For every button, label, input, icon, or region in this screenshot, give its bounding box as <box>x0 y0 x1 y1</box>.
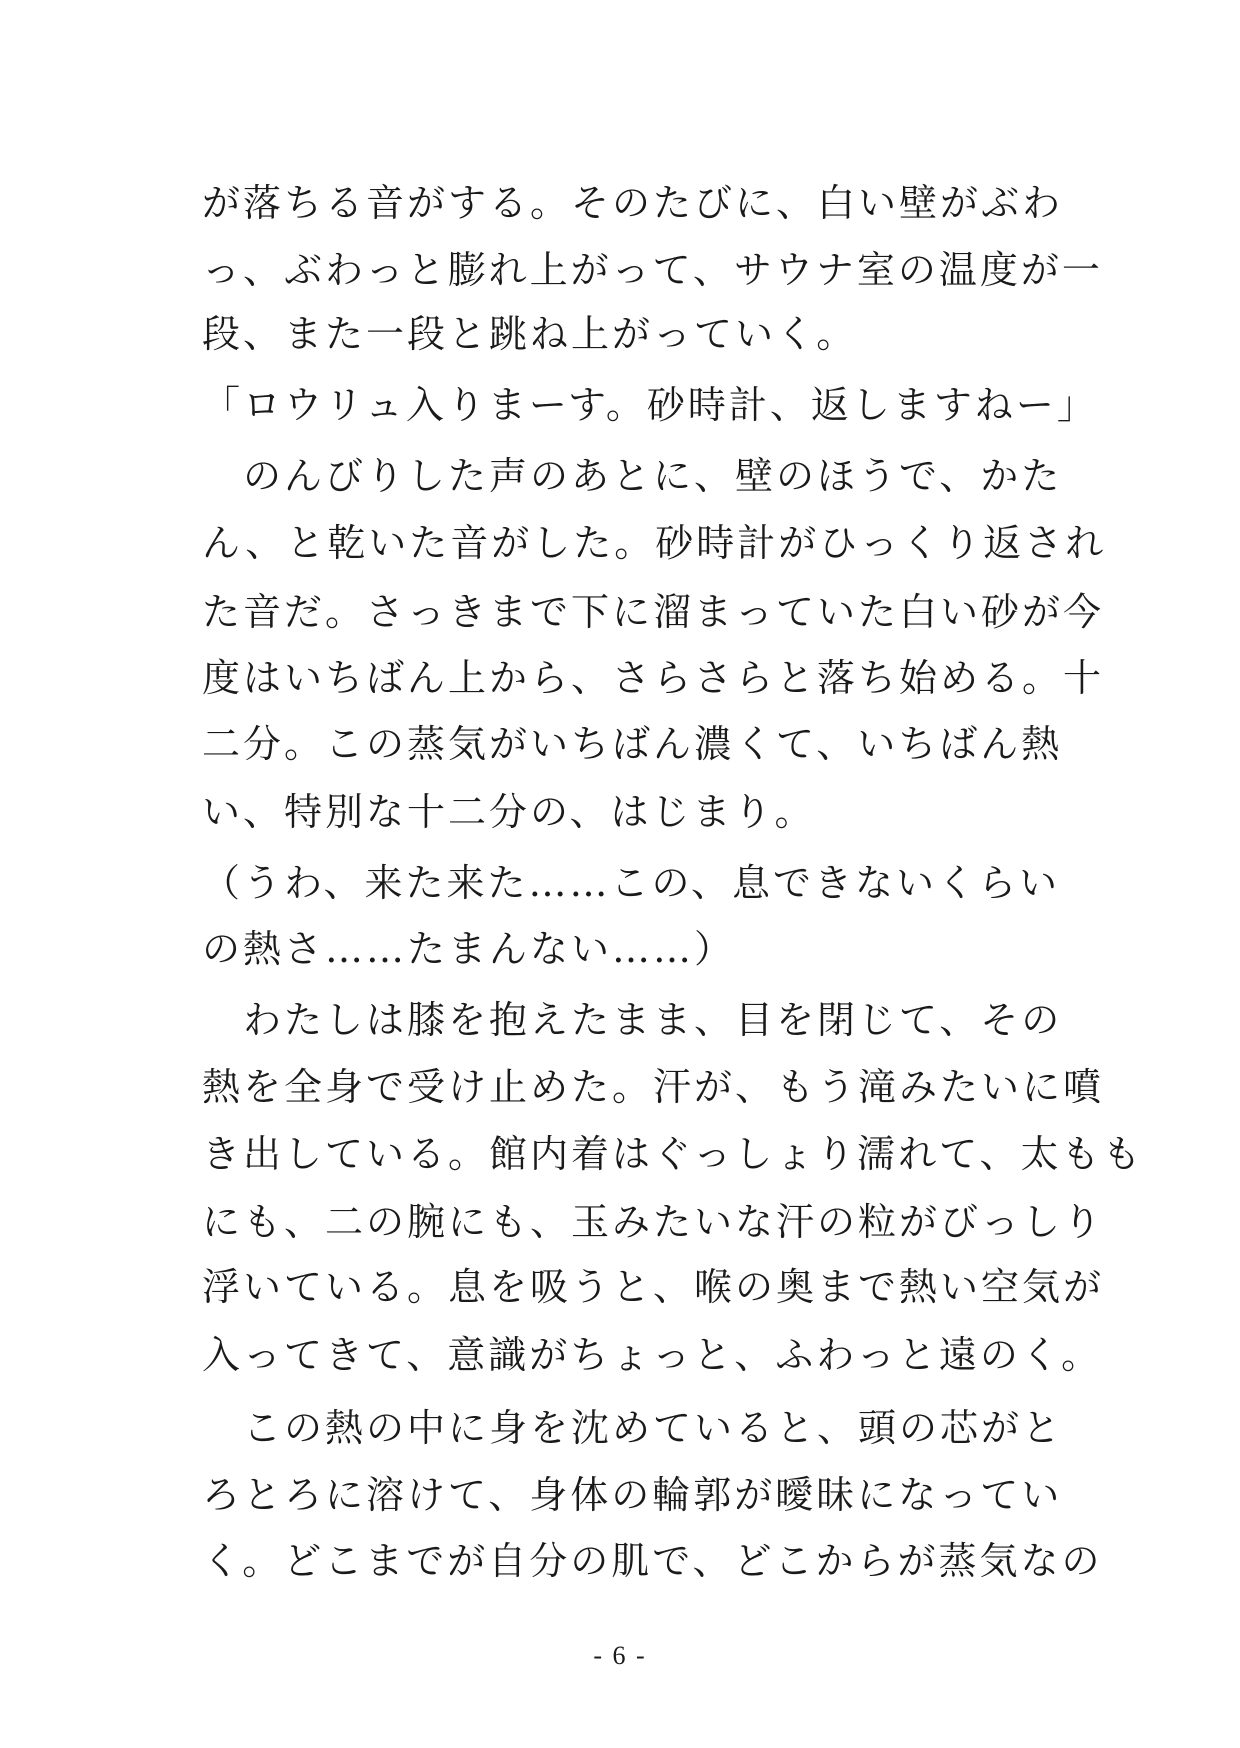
text-line: （うわ、来た来た……この、息できないくらい <box>202 861 1060 905</box>
text-line: っ、ぶわっと膨れ上がって、サウナ室の温度が一 <box>202 248 1103 292</box>
text-line: にも、二の腕にも、玉みたいな汗の粒がびっしり <box>202 1200 1105 1244</box>
text-line: ろとろに溶けて、身体の輪郭が曖昧になってい <box>202 1473 1063 1517</box>
text-line: 入ってきて、意識がちょっと、ふわっと遠のく。 <box>202 1333 1103 1377</box>
text-line: 浮いている。息を吸うと、喉の奥まで熱い空気が <box>202 1265 1105 1309</box>
text-line: ん、と乾いた音がした。砂時計がひっくり返され <box>202 521 1107 565</box>
text-line: く。どこまでが自分の肌で、どこからが蒸気なの <box>202 1539 1103 1583</box>
text-line: のんびりした声のあとに、壁のほうで、かた <box>202 454 1063 498</box>
text-line: い、特別な十二分の、はじまり。 <box>202 790 816 834</box>
text-line: 度はいちばん上から、さらさらと落ち始める。十 <box>202 656 1105 700</box>
page-number: - 6 - <box>593 1641 647 1670</box>
text-line: 段、また一段と跳ね上がっていく。 <box>202 312 858 356</box>
text-line: が落ちる音がする。そのたびに、白い壁がぶわ <box>202 181 1064 225</box>
text-line: この熱の中に身を沈めていると、頭の芯がと <box>202 1406 1064 1450</box>
text-line: の熱さ……たまんない……） <box>202 927 736 971</box>
text-line: た音だ。さっきまで下に溜まっていた白い砂が今 <box>202 590 1105 634</box>
text-line: わたしは膝を抱えたまま、目を閉じて、その <box>202 998 1063 1042</box>
text-line: 「ロウリュ入りまーす。砂時計、返しますねー」 <box>202 383 1098 427</box>
text-line: 二分。この蒸気がいちばん濃くて、いちばん熱 <box>202 722 1063 766</box>
text-line: き出している。館内着はぐっしょり濡れて、太もも <box>202 1132 1144 1176</box>
text-line: 熱を全身で受け止めた。汗が、もう滝みたいに噴 <box>202 1065 1105 1109</box>
